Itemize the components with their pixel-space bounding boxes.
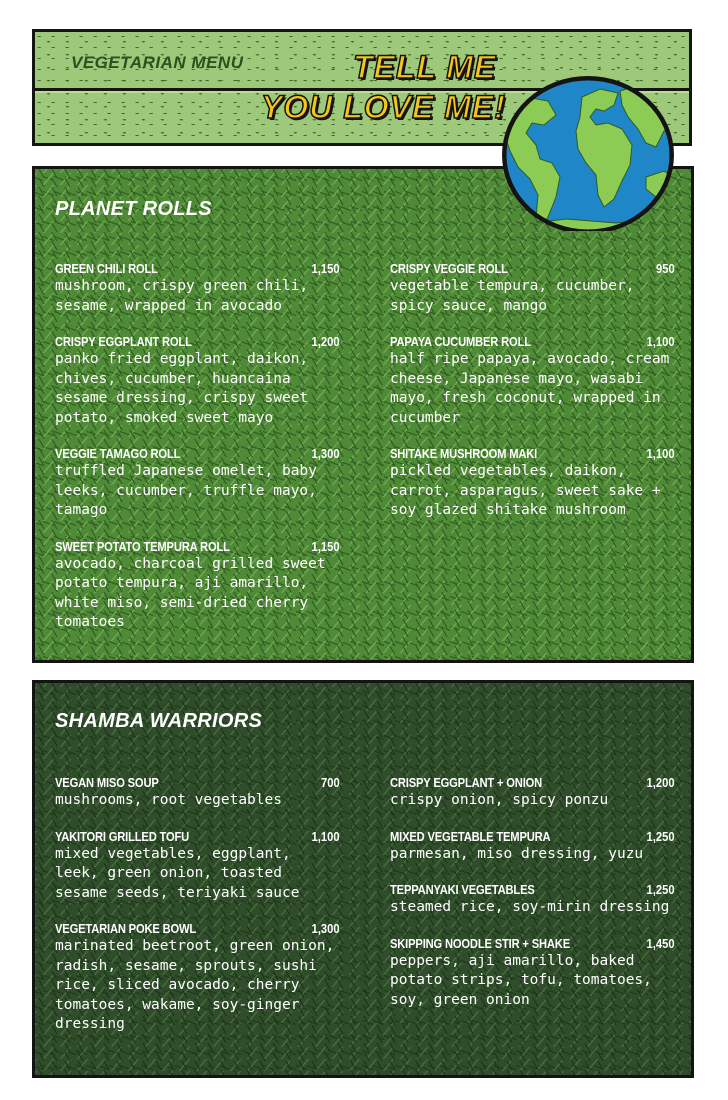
section-title: PLANET ROLLS: [55, 198, 212, 220]
menu-item: [390, 775, 675, 811]
menu-item: [390, 936, 675, 1011]
menu-category-title: VEGETARIAN MENU: [71, 53, 244, 72]
menu-item: [390, 261, 675, 316]
item-description: mushrooms, root vegetables: [55, 792, 282, 808]
item-name: TEPPANYAKI VEGETABLES: [390, 882, 535, 897]
item-price: 1,200: [312, 334, 340, 349]
item-name: VEGGIE TAMAGO ROLL: [55, 446, 181, 461]
item-description: crispy onion, spicy ponzu: [390, 792, 609, 808]
item-price: 1,150: [312, 538, 340, 554]
tagline-line-2: YOU LOVE ME!: [261, 89, 506, 125]
item-price: 950: [656, 261, 675, 276]
menu-column-left: [55, 775, 340, 1053]
menu-column-right: [390, 261, 675, 539]
earth-globe-icon: [496, 67, 690, 231]
item-name: PAPAYA CUCUMBER ROLL: [390, 334, 531, 349]
item-description: parmesan, miso dressing, yuzu: [390, 845, 644, 862]
menu-item: [55, 921, 340, 1035]
item-name: MIXED VEGETABLE TEMPURA: [390, 828, 551, 844]
item-price: 1,300: [312, 446, 340, 461]
item-description: mushroom, crispy green chili, sesame, wrapped in avocado: [55, 278, 309, 314]
menu-item: [390, 882, 675, 918]
item-name: VEGAN MISO SOUP: [55, 775, 159, 790]
item-description: half ripe papaya, avocado, cream cheese, Japanese mayo, wasabi mayo, fresh coconut, wrapped in cucumber: [390, 351, 670, 426]
item-name: GREEN CHILI ROLL: [55, 261, 158, 276]
section-shamba-warriors: [32, 680, 694, 1078]
menu-item: [55, 775, 340, 811]
item-price: 1,250: [647, 828, 675, 844]
menu-item: [390, 829, 675, 865]
item-price: 700: [321, 775, 340, 790]
item-description: panko fried eggplant, daikon, chives, cucumber, huancaina sesame dressing, crispy sweet potato, smoked sweet mayo: [55, 351, 309, 426]
item-description: pickled vegetables, daikon, carrot, asparagus, sweet sake + soy glazed shitake mushroom: [390, 463, 661, 518]
item-name: SKIPPING NOODLE STIR + SHAKE: [390, 935, 570, 951]
item-price: 1,150: [312, 261, 340, 276]
menu-column-left: [55, 261, 340, 651]
menu-item: [55, 446, 340, 521]
item-description: avocado, charcoal grilled sweet potato tempura, aji amarillo, white miso, semi-dried cherry tomatoes: [55, 555, 326, 630]
item-description: peppers, aji amarillo, baked potato strips, tofu, tomatoes, soy, green onion: [390, 952, 652, 1008]
item-name: CRISPY VEGGIE ROLL: [390, 261, 508, 276]
item-price: 1,100: [647, 446, 675, 461]
item-description: mixed vegetables, eggplant, leek, green onion, toasted sesame seeds, teriyaki sauce: [55, 845, 300, 901]
item-price: 1,250: [647, 882, 675, 897]
item-description: vegetable tempura, cucumber, spicy sauce, mango: [390, 278, 635, 314]
item-price: 1,300: [312, 921, 340, 936]
menu-item: [55, 829, 340, 904]
item-description: truffled Japanese omelet, baby leeks, cucumber, truffle mayo, tamago: [55, 463, 317, 518]
item-name: YAKITORI GRILLED TOFU: [55, 828, 190, 844]
tagline-line-1: TELL ME: [353, 49, 497, 85]
item-name: CRISPY EGGPLANT ROLL: [55, 334, 192, 349]
item-name: SHITAKE MUSHROOM MAKI: [390, 446, 538, 461]
section-title: SHAMBA WARRIORS: [55, 710, 263, 732]
item-description: marinated beetroot, green onion, radish, sesame, sprouts, sushi rice, sliced avocado, cherry tomatoes, wakame, soy-ginger dressing: [55, 938, 335, 1032]
section-planet-rolls: [32, 166, 694, 663]
menu-item: [55, 334, 340, 428]
item-name: CRISPY EGGPLANT + ONION: [390, 775, 543, 790]
item-name: VEGETARIAN POKE BOWL: [55, 921, 197, 936]
item-price: 1,100: [312, 828, 340, 844]
menu-item: [390, 446, 675, 521]
menu-item: [55, 261, 340, 316]
menu-item: [55, 539, 340, 633]
item-description: steamed rice, soy-mirin dressing: [390, 899, 670, 915]
item-price: 1,200: [647, 775, 675, 790]
menu-column-right: [390, 775, 675, 1028]
menu-item: [390, 334, 675, 428]
item-name: SWEET POTATO TEMPURA ROLL: [55, 538, 230, 554]
item-price: 1,450: [647, 935, 675, 951]
item-price: 1,100: [647, 334, 675, 349]
